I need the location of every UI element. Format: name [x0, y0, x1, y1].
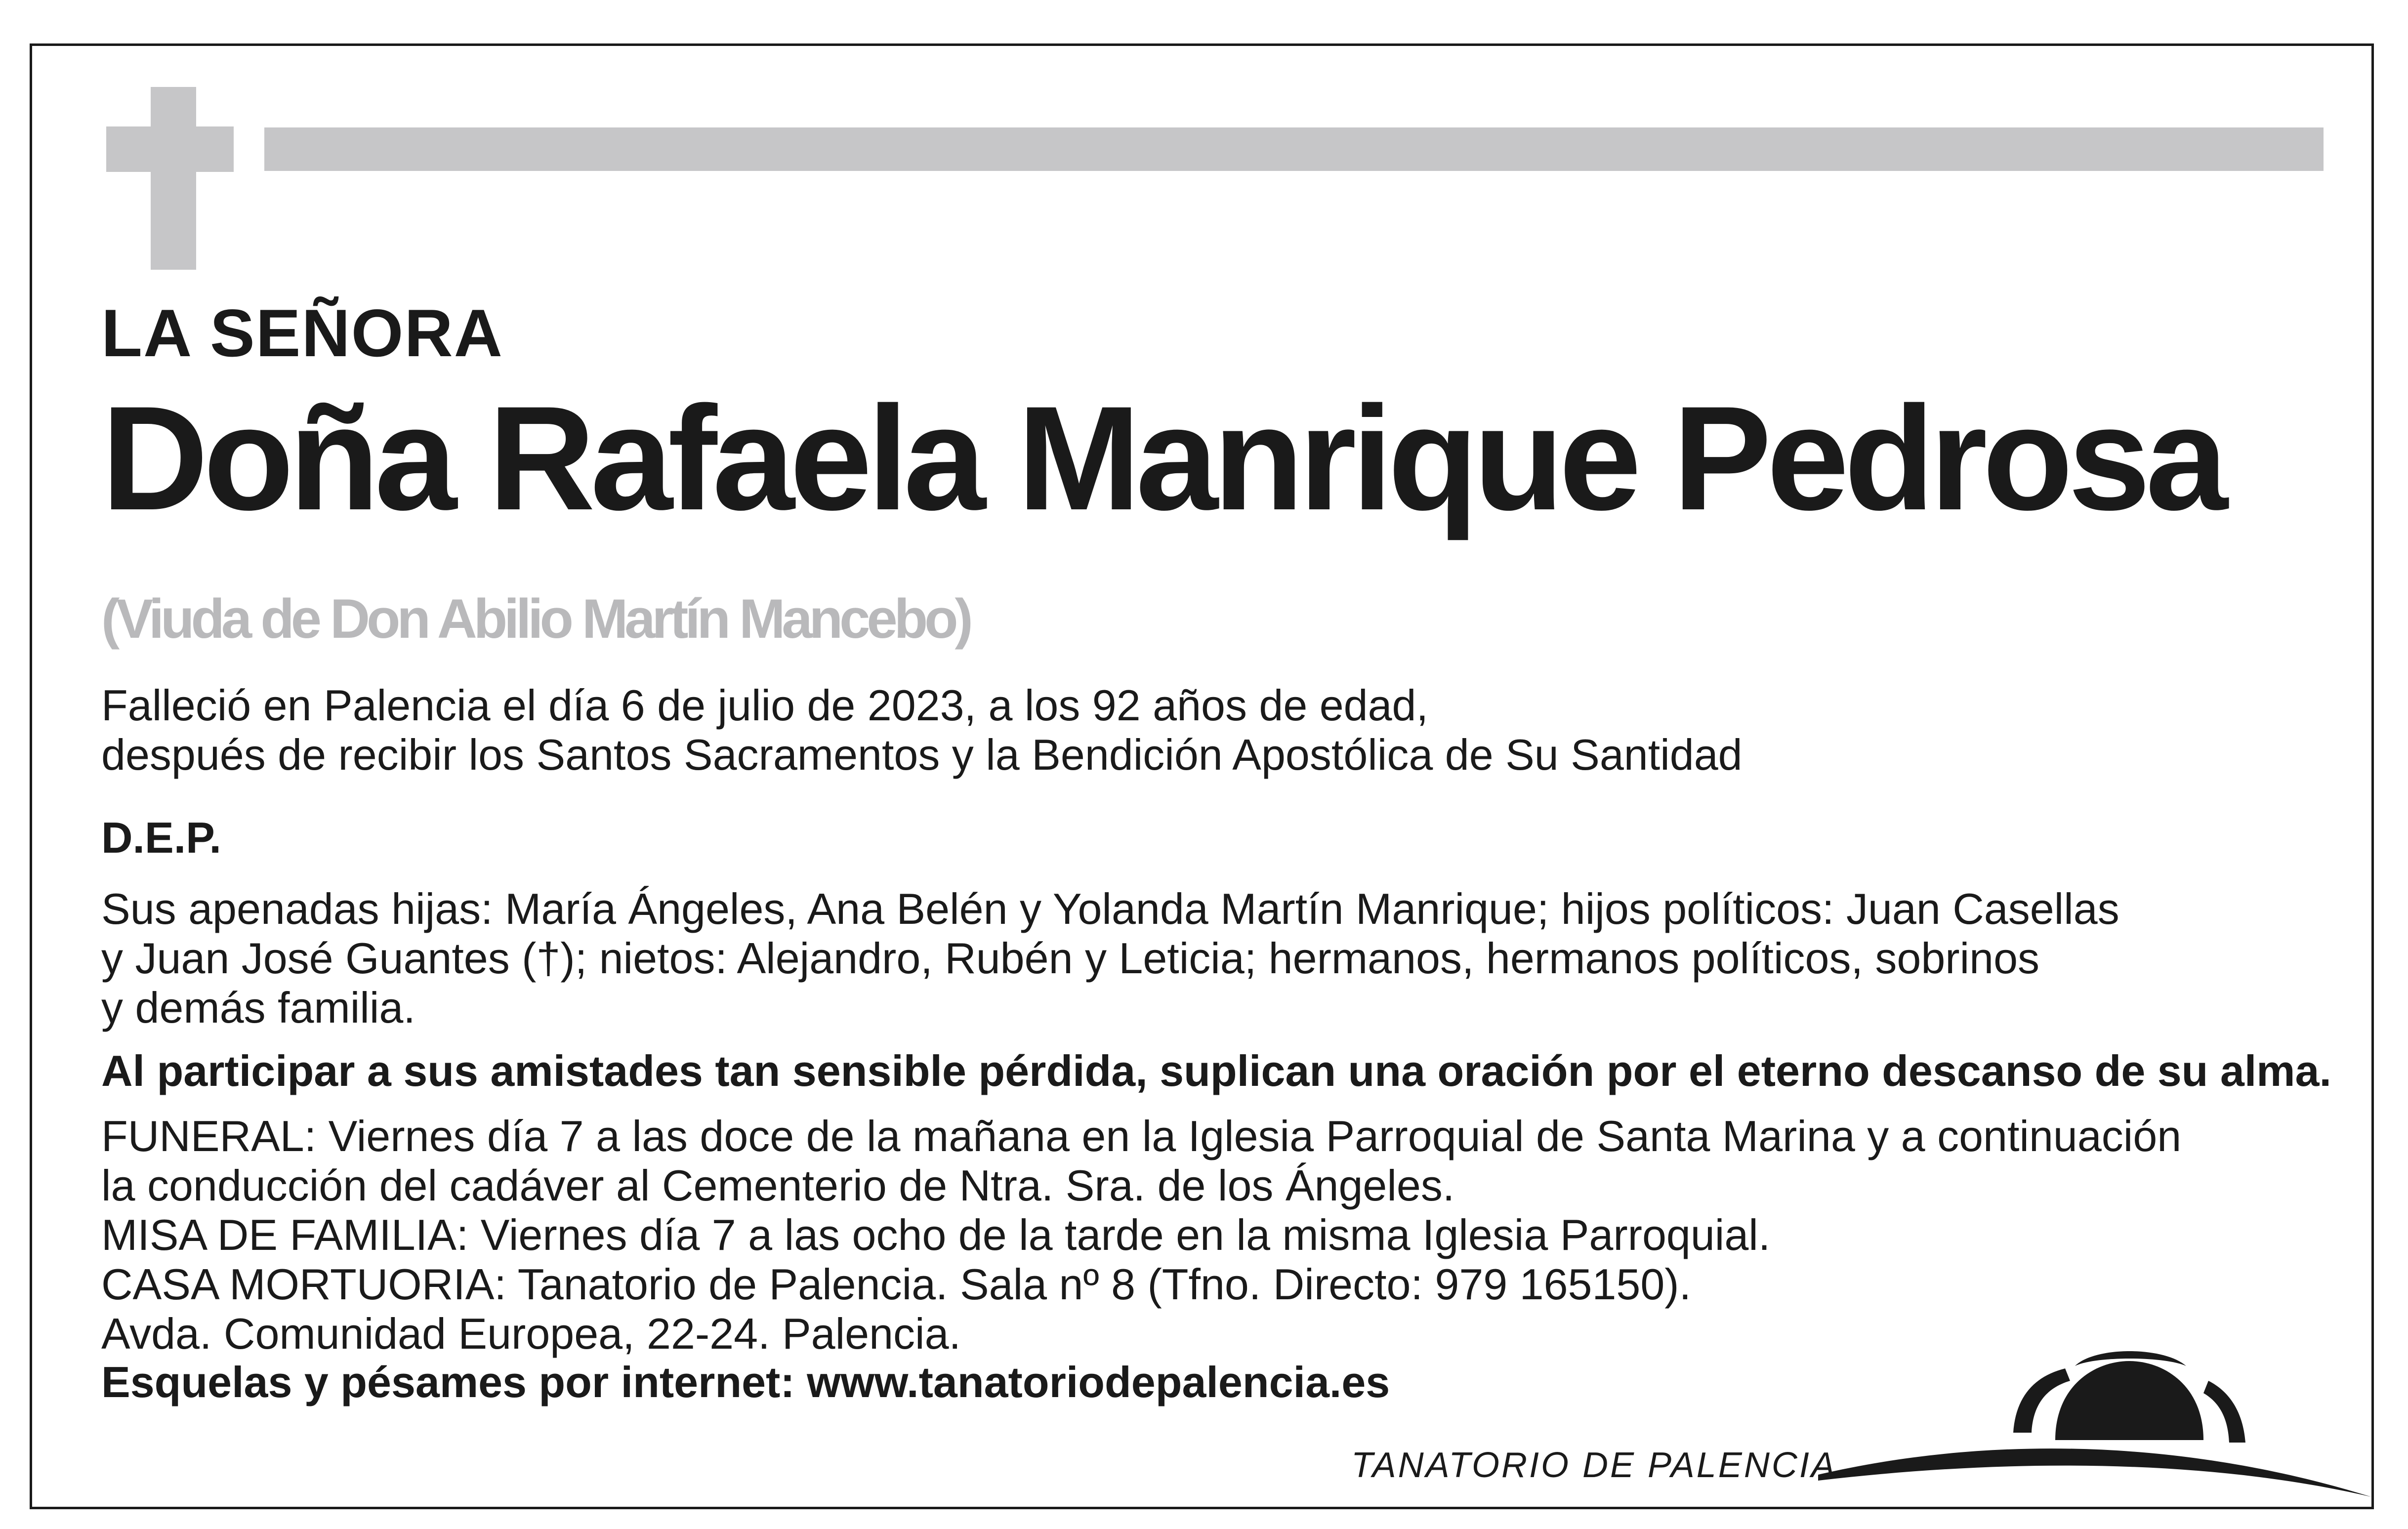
- logo-dome: [2055, 1361, 2203, 1440]
- dep-label: D.E.P.: [101, 813, 221, 862]
- funeral-line: la conducción del cadáver al Cementerio de Ntra. Sra. de los Ángeles.: [101, 1161, 1455, 1210]
- family-list: [101, 884, 2119, 1033]
- death-notice: [101, 681, 1743, 780]
- death-notice-line: Falleció en Palencia el día 6 de julio de 2023, a los 92 años de edad,: [101, 681, 1428, 730]
- logo-swoosh: [1818, 1448, 2371, 1497]
- family-line: y demás familia.: [101, 983, 415, 1032]
- cross-icon-horizontal: [106, 126, 234, 172]
- deceased-name: Doña Rafaela Manrique Pedrosa: [101, 375, 2223, 541]
- website-line: Esquelas y pésames por internet: www.tanatoriodepalencia.es: [101, 1358, 1390, 1406]
- logo-text: TANATORIO DE PALENCIA: [1351, 1446, 1837, 1485]
- tanatorio-dome-logo-icon: [1818, 1326, 2386, 1504]
- death-notice-line: después de recibir los Santos Sacramentos y la Bendición Apostólica de Su Santidad: [101, 730, 1743, 779]
- family-line: y Juan José Guantes (†); nietos: Alejandro, Rubén y Leticia; hermanos, hermanos políticos, sobrinos: [101, 934, 2040, 983]
- cross-icon-vertical: [151, 87, 196, 270]
- family-line: Sus apenadas hijas: María Ángeles, Ana Belén y Yolanda Martín Manrique; hijos políticos: Juan Casellas: [101, 884, 2119, 933]
- services-info: [101, 1112, 2181, 1359]
- logo-arch-right: [2203, 1381, 2245, 1443]
- header-divider-bar: [264, 127, 2324, 171]
- funeral-home-line: CASA MORTUORIA: Tanatorio de Palencia. Sala nº 8 (Tfno. Directo: 979 165150).: [101, 1260, 1692, 1309]
- prayer-request: Al participar a sus amistades tan sensible pérdida, suplican una oración por el eterno descanso de su alma.: [101, 1046, 2331, 1095]
- address-line: Avda. Comunidad Europea, 22-24. Palencia.: [101, 1309, 961, 1358]
- family-mass-line: MISA DE FAMILIA: Viernes día 7 a las ocho de la tarde en la misma Iglesia Parroquial.: [101, 1210, 1771, 1259]
- widow-note: (Viuda de Don Abilio Martín Mancebo): [101, 588, 970, 650]
- funeral-line: FUNERAL: Viernes día 7 a las doce de la mañana en la Iglesia Parroquial de Santa Marina y a continuación: [101, 1112, 2182, 1160]
- salutation: LA SEÑORA: [101, 295, 503, 371]
